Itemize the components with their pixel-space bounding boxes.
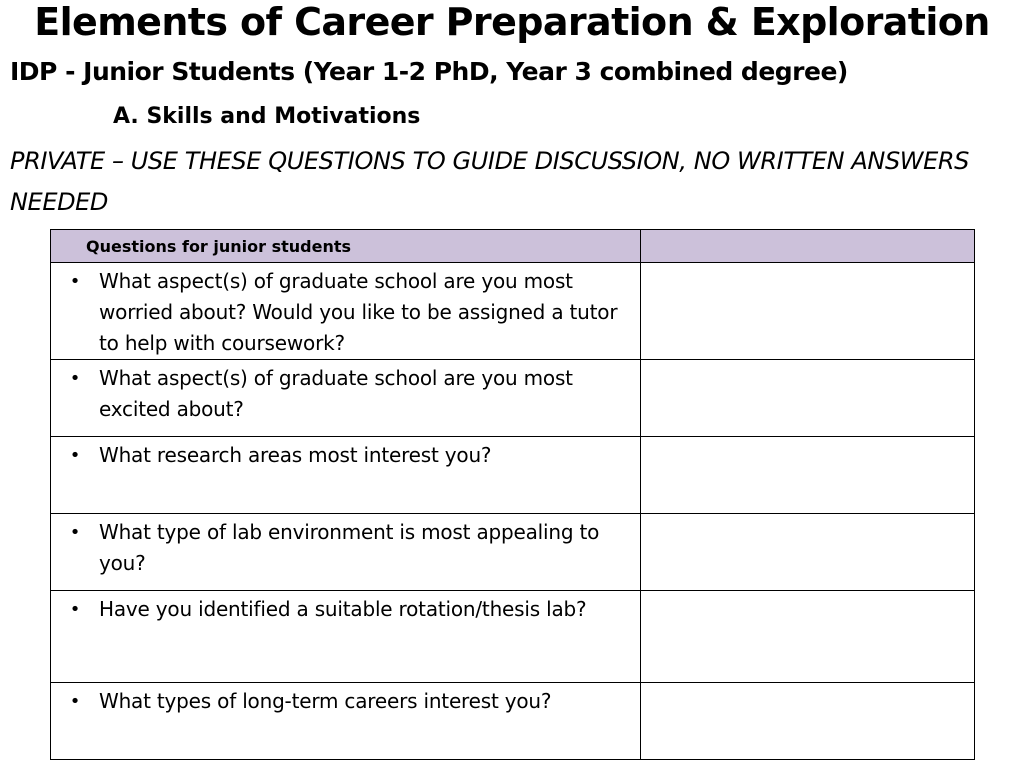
table-row (51, 437, 975, 514)
question-text: What research areas most interest you? (99, 443, 492, 467)
table-row (51, 514, 975, 591)
question-text: What type of lab environment is most appealing to you? (99, 520, 600, 575)
bullet-icon: • (69, 271, 81, 292)
answer-cell (641, 437, 975, 514)
question-cell (51, 437, 641, 514)
table-row (51, 263, 975, 360)
table-row (51, 591, 975, 683)
question-cell (51, 263, 641, 360)
question-text: What types of long-term careers interest you? (99, 689, 552, 713)
private-note: PRIVATE – USE THESE QUESTIONS TO GUIDE DISCUSSION, NO WRITTEN ANSWERS NEEDED (10, 147, 970, 216)
bullet-icon: • (69, 599, 81, 620)
bullet-icon: • (69, 445, 81, 466)
slide-title: Elements of Career Preparation & Exploration (34, 0, 990, 44)
header-answers (641, 230, 975, 263)
answer-cell (641, 683, 975, 760)
question-text: Have you identified a suitable rotation/thesis lab? (99, 597, 587, 621)
slide-subtitle: IDP - Junior Students (Year 1-2 PhD, Year 3 combined degree) (10, 57, 848, 86)
answer-cell (641, 514, 975, 591)
table-row (51, 360, 975, 437)
table-row (51, 683, 975, 760)
table-header-row (51, 230, 975, 263)
question-cell (51, 360, 641, 437)
header-questions: Questions for junior students (51, 230, 641, 263)
bullet-icon: • (69, 368, 81, 389)
question-cell (51, 591, 641, 683)
section-heading: A. Skills and Motivations (113, 104, 421, 129)
answer-cell (641, 360, 975, 437)
answer-cell (641, 591, 975, 683)
question-text: What aspect(s) of graduate school are you most excited about? (99, 366, 573, 421)
questions-table (50, 229, 975, 760)
bullet-icon: • (69, 691, 81, 712)
question-cell (51, 683, 641, 760)
bullet-icon: • (69, 522, 81, 543)
question-text: What aspect(s) of graduate school are you most worried about? Would you like to be assigned a tutor to help with coursework? (99, 269, 618, 355)
question-cell (51, 514, 641, 591)
answer-cell (641, 263, 975, 360)
